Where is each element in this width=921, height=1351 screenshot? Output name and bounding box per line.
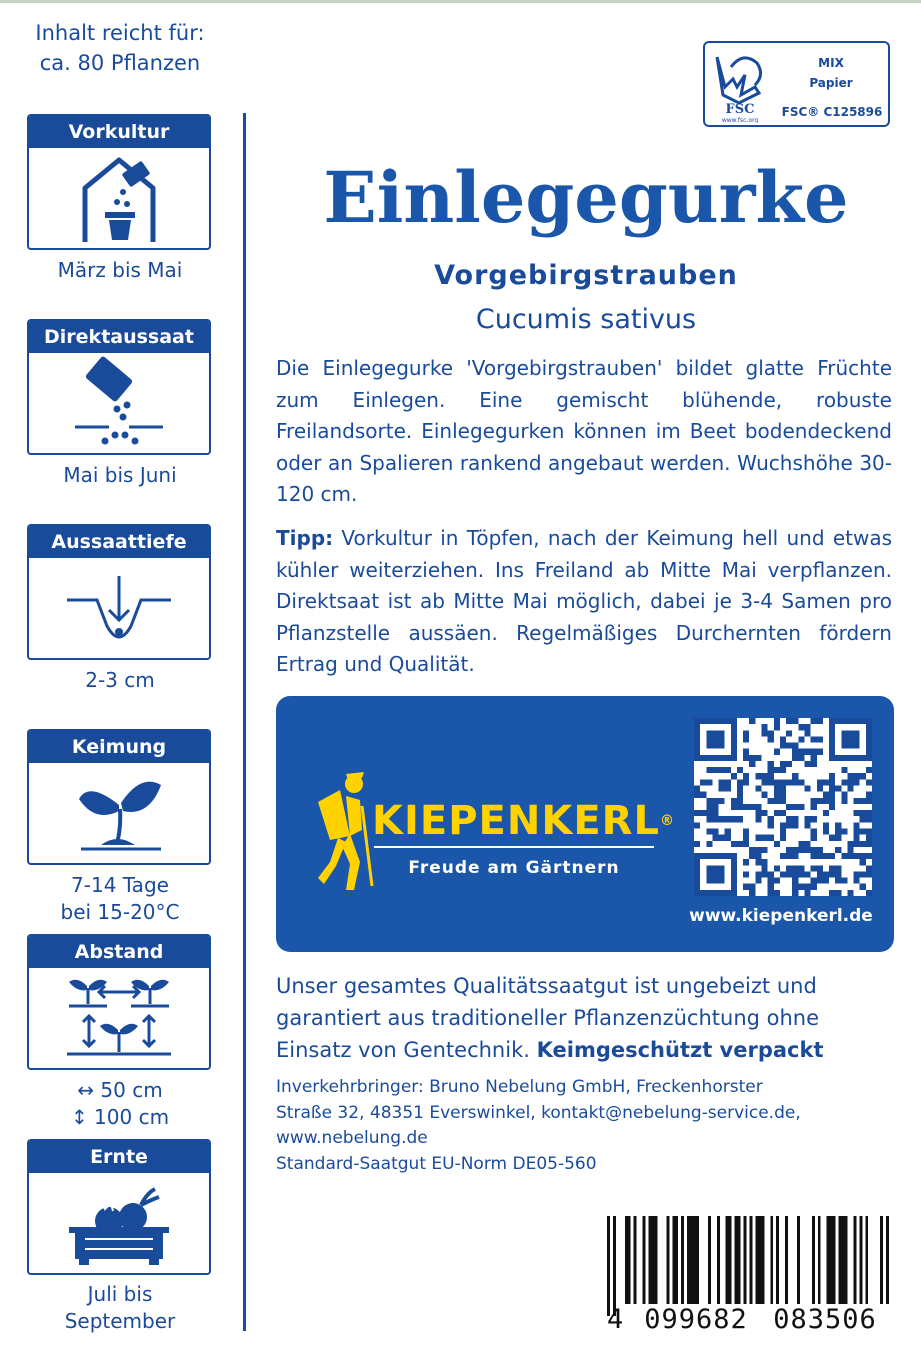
barcode-bar [687, 1216, 690, 1304]
barcode-bar [827, 1216, 830, 1304]
barcode-bar [886, 1216, 889, 1316]
brand-name: KIEPENKERL® [372, 798, 675, 844]
content-value: ca. 80 Pflanzen [39, 51, 201, 75]
plant-spacing-icon [29, 968, 209, 1068]
card-caption: 2-3 cm [85, 668, 155, 692]
card-caption: ↔ 50 cm ↕ 100 cm [70, 1078, 170, 1129]
card-caption: 7-14 Tage bei 15-20°C [60, 873, 180, 924]
barcode-bar [770, 1216, 773, 1304]
brand-divider [374, 846, 654, 848]
barcode-bar [696, 1216, 699, 1304]
card-title: Abstand [29, 936, 209, 968]
barcode-bar [693, 1216, 696, 1304]
quality-statement: Unser gesamtes Qualitätssaatgut ist ungebeizt und garantiert aus traditioneller Pflanzenzüchtung ohne Einsatz von Gentechnik. Keimgeschützt verpackt [276, 974, 824, 1062]
column-divider [243, 113, 246, 1331]
barcode-bar [859, 1216, 862, 1304]
website-link[interactable]: www.kiepenkerl.de [689, 906, 873, 926]
card-caption: Juli bis September [64, 1282, 176, 1333]
harvest-crate-icon [29, 1173, 209, 1273]
card-abstand [27, 934, 211, 1070]
barcode-bar [865, 1216, 868, 1304]
barcode-bar [744, 1216, 747, 1316]
qr-code[interactable] [694, 718, 872, 896]
barcode-bar [839, 1216, 842, 1304]
fsc-mix-text: MIX Papier [809, 56, 853, 90]
barcode-bar [755, 1216, 758, 1304]
tip-label: Tipp: [276, 526, 334, 550]
content-label: Inhalt reicht für: [35, 21, 205, 45]
hiker-logo-icon [306, 766, 376, 896]
barcode-bar [758, 1216, 761, 1304]
barcode-bar [607, 1216, 610, 1316]
barcode-bar [842, 1216, 845, 1304]
barcode-bar [853, 1216, 856, 1304]
fsc-tree-icon [709, 47, 771, 123]
product-description: Die Einlegegurke 'Vorgebirgstrauben' bildet glatte Früchte zum Einlegen. Eine gemischt blühende, robuste Freilandsorte. Einlegegurken können im Beet bodendeckend oder an Spalieren rankend angebaut werden. Wuchshöhe 30-120 cm. [276, 356, 892, 506]
barcode-bar [634, 1216, 637, 1304]
seedling-icon [29, 763, 209, 863]
svg-text:FSC: FSC [725, 102, 755, 117]
fsc-code: FSC® C125896 [781, 105, 883, 119]
barcode-bar [726, 1216, 729, 1304]
barcode-bar [761, 1216, 764, 1304]
card-vorkultur [27, 114, 211, 250]
barcode-bar [797, 1216, 800, 1304]
barcode-bar [738, 1216, 741, 1304]
barcode-bar [675, 1216, 678, 1304]
card-title: Keimung [29, 731, 209, 763]
brand-slogan: Freude am Gärtnern [408, 858, 620, 878]
content-amount [0, 18, 240, 78]
product-latin-name: Cucumis sativus [475, 304, 697, 335]
card-title: Vorkultur [29, 116, 209, 148]
top-border [0, 0, 921, 3]
barcode-bar [830, 1216, 833, 1304]
barcode-bar [818, 1216, 821, 1304]
barcode-bar [652, 1216, 655, 1304]
product-tip [276, 523, 892, 681]
card-title: Aussaattiefe [29, 526, 209, 558]
barcode-bar [880, 1216, 883, 1316]
barcode-bar [628, 1216, 631, 1304]
svg-text:www.fsc.org: www.fsc.org [721, 117, 759, 123]
kiepenkerl-banner [276, 696, 894, 952]
card-caption: Mai bis Juni [63, 463, 177, 487]
barcode-bar [717, 1216, 720, 1304]
legal-info: Inverkehrbringer: Bruno Nebelung GmbH, Freckenhorster Straße 32, 48351 Everswinkel, kontakt@nebelung-service.de, www.nebelung.de Standard-Saatgut EU-Norm DE05-560 [276, 1077, 801, 1174]
barcode-bar [735, 1216, 738, 1304]
barcode-bar [776, 1216, 779, 1304]
card-title: Direktaussaat [29, 321, 209, 353]
fsc-label [703, 41, 890, 127]
barcode-number: 4 099682 083506 [607, 1304, 889, 1335]
barcode-bar [812, 1216, 815, 1304]
card-aussaattiefe [27, 524, 211, 660]
barcode-bar [681, 1216, 684, 1304]
card-caption: März bis Mai [57, 258, 183, 282]
barcode-bar [785, 1216, 788, 1304]
barcode-bar [708, 1216, 711, 1304]
card-title: Ernte [29, 1141, 209, 1173]
card-ernte [27, 1139, 211, 1275]
card-direktaussaat [27, 319, 211, 455]
quality-bold: Keimgeschützt verpackt [536, 1038, 824, 1062]
barcode [607, 1216, 889, 1334]
barcode-bar [749, 1216, 752, 1316]
card-keimung [27, 729, 211, 865]
product-title: Einlegegurke [323, 156, 849, 239]
greenhouse-pot-icon [29, 148, 209, 248]
barcode-bar [844, 1216, 847, 1304]
seed-bag-soil-icon [29, 353, 209, 453]
barcode-bar [649, 1216, 652, 1304]
barcode-bar [729, 1216, 732, 1304]
barcode-bar [613, 1216, 616, 1316]
barcode-bar [643, 1216, 646, 1304]
barcode-bar [654, 1216, 657, 1304]
barcode-bar [672, 1216, 675, 1304]
barcode-bar [666, 1216, 669, 1304]
barcode-bar [833, 1216, 836, 1304]
barcode-bar [690, 1216, 693, 1304]
product-variety: Vorgebirgstrauben [434, 260, 738, 291]
tip-text: Vorkultur in Töpfen, nach der Keimung hell und etwas kühler weiterziehen. Ins Freiland ab Mitte Mai verpflanzen. Direktsaat ist ab Mitte Mai möglich, dabei je 3-4 Samen pro Pflanzstelle aussäen. Regelmäßiges Durchernten fördern Ertrag und Qualität. [276, 526, 892, 676]
sowing-depth-icon [29, 558, 209, 658]
barcode-bar [625, 1216, 628, 1304]
